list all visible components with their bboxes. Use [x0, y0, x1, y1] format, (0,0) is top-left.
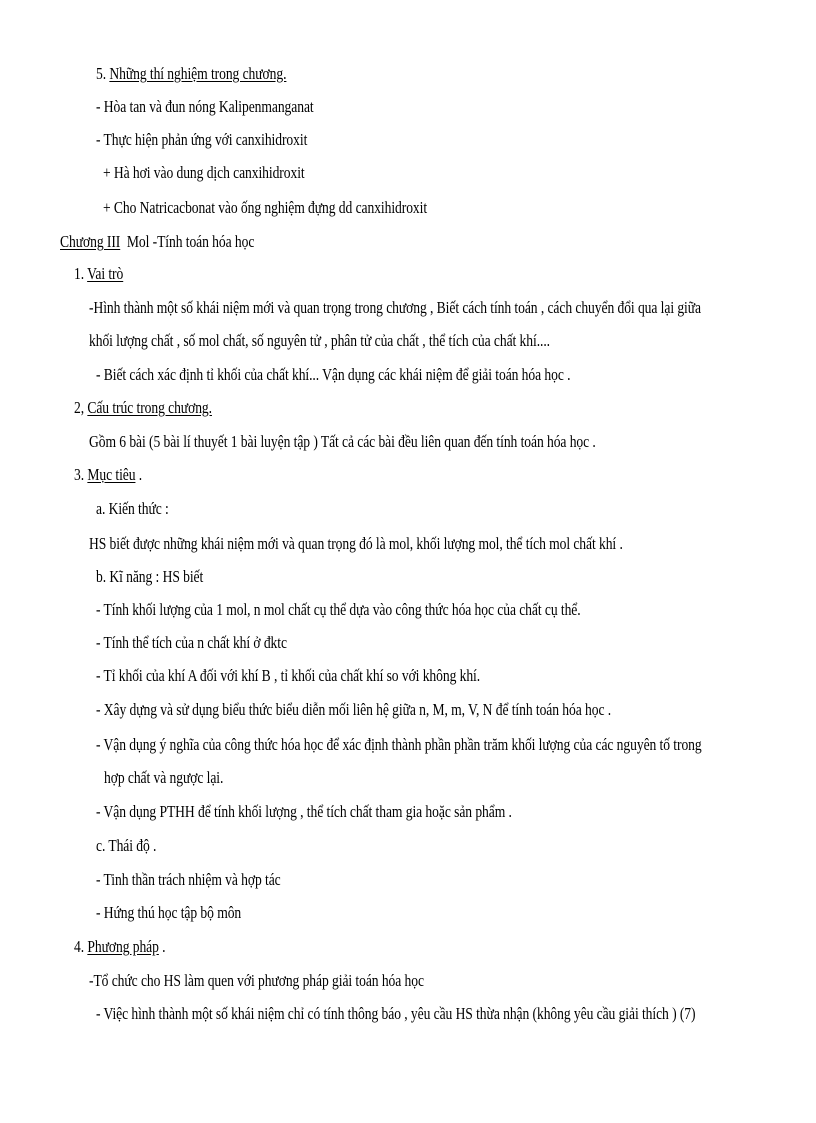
- section-2-heading: [74, 397, 212, 419]
- section-5-subitem: + Cho Natricacbonat vào ống nghiệm đựng dd canxihidroxit: [103, 198, 428, 217]
- chapter-heading: [60, 231, 254, 253]
- section-3-heading: [74, 464, 142, 486]
- method-item: -Tổ chức cho HS làm quen với phương pháp giải toán hóa học: [89, 971, 424, 990]
- section-2-title: Cấu trúc trong chương.: [87, 398, 212, 417]
- section-2-number: 2,: [74, 398, 88, 417]
- chapter-label: Chương III: [60, 232, 121, 251]
- section-1-title: Vai trò: [87, 264, 124, 283]
- section-3-title: Mục tiêu: [87, 465, 136, 484]
- skill-item-continuation: hợp chất và ngược lại.: [104, 768, 224, 787]
- skill-item: - Tính khối lượng của 1 mol, n mol chất cụ thể dựa vào công thức hóa học của chất cụ thể.: [96, 600, 581, 619]
- skill-item: - Tính thể tích của n chất khí ở đktc: [96, 633, 287, 652]
- section-5-number: 5.: [96, 64, 110, 83]
- subsection-c-label: c. Thái độ .: [96, 836, 157, 855]
- section-1-heading: [74, 263, 123, 285]
- skill-item: - Vận dụng ý nghĩa của công thức hóa học để xác định thành phần phần trăm khối lượng của các nguyên tố trong: [96, 735, 702, 754]
- attitude-item: - Hứng thú học tập bộ môn: [96, 903, 242, 922]
- method-item: - Việc hình thành một số khái niệm chỉ có tính thông báo , yêu cầu HS thừa nhận (không yêu cầu giải thích ) (7): [96, 1004, 696, 1023]
- section-3-number: 3.: [74, 465, 88, 484]
- skill-item: - Xây dựng và sử dụng biểu thức biểu diễn mối liên hệ giữa n, M, m, V, N để tính toán hóa học .: [96, 700, 612, 719]
- section-5-heading: [96, 63, 286, 85]
- section-1-number: 1.: [74, 264, 88, 283]
- section-4-heading: [74, 936, 166, 958]
- skill-item: - Tỉ khối của khí A đối với khí B , tỉ khối của chất khí so với không khí.: [96, 666, 481, 685]
- subsection-a-text: HS biết được những khái niệm mới và quan trọng đó là mol, khối lượng mol, thể tích mol chất khí .: [89, 534, 623, 553]
- section-5-item: - Hòa tan và đun nóng Kalipenmanganat: [96, 97, 314, 116]
- subsection-b-label: b. Kĩ năng : HS biết: [96, 567, 204, 586]
- skill-item: - Vận dụng PTHH để tính khối lượng , thể tích chất tham gia hoặc sản phẩm .: [96, 802, 512, 821]
- section-4-number: 4.: [74, 937, 88, 956]
- attitude-item: - Tinh thần trách nhiệm và hợp tác: [96, 870, 281, 889]
- section-2-paragraph: Gồm 6 bài (5 bài lí thuyết 1 bài luyện tập ) Tất cả các bài đều liên quan đến tính toán hóa học .: [89, 432, 596, 451]
- section-1-paragraph: - Biết cách xác định tỉ khối của chất khí... Vận dụng các khái niệm để giải toán hóa học .: [96, 365, 571, 384]
- section-5-title: Những thí nghiệm trong chương.: [109, 64, 287, 83]
- chapter-title: Mol -Tính toán hóa học: [120, 232, 255, 251]
- section-4-title-tail: .: [158, 937, 166, 956]
- section-1-paragraph: -Hình thành một số khái niệm mới và quan trọng trong chương , Biết cách tính toán , cách chuyển đổi qua lại giữa: [89, 298, 701, 317]
- section-3-title-tail: .: [135, 465, 143, 484]
- section-1-paragraph: khối lượng chất , số mol chất, số nguyên tử , phân tử của chất , thể tích của chất khí....: [89, 331, 550, 350]
- section-4-title: Phương pháp: [87, 937, 159, 956]
- section-5-item: - Thực hiện phản ứng với canxihidroxit: [96, 130, 308, 149]
- section-5-subitem: + Hà hơi vào dung dịch canxihidroxit: [103, 163, 305, 182]
- subsection-a-label: a. Kiến thức :: [96, 499, 169, 518]
